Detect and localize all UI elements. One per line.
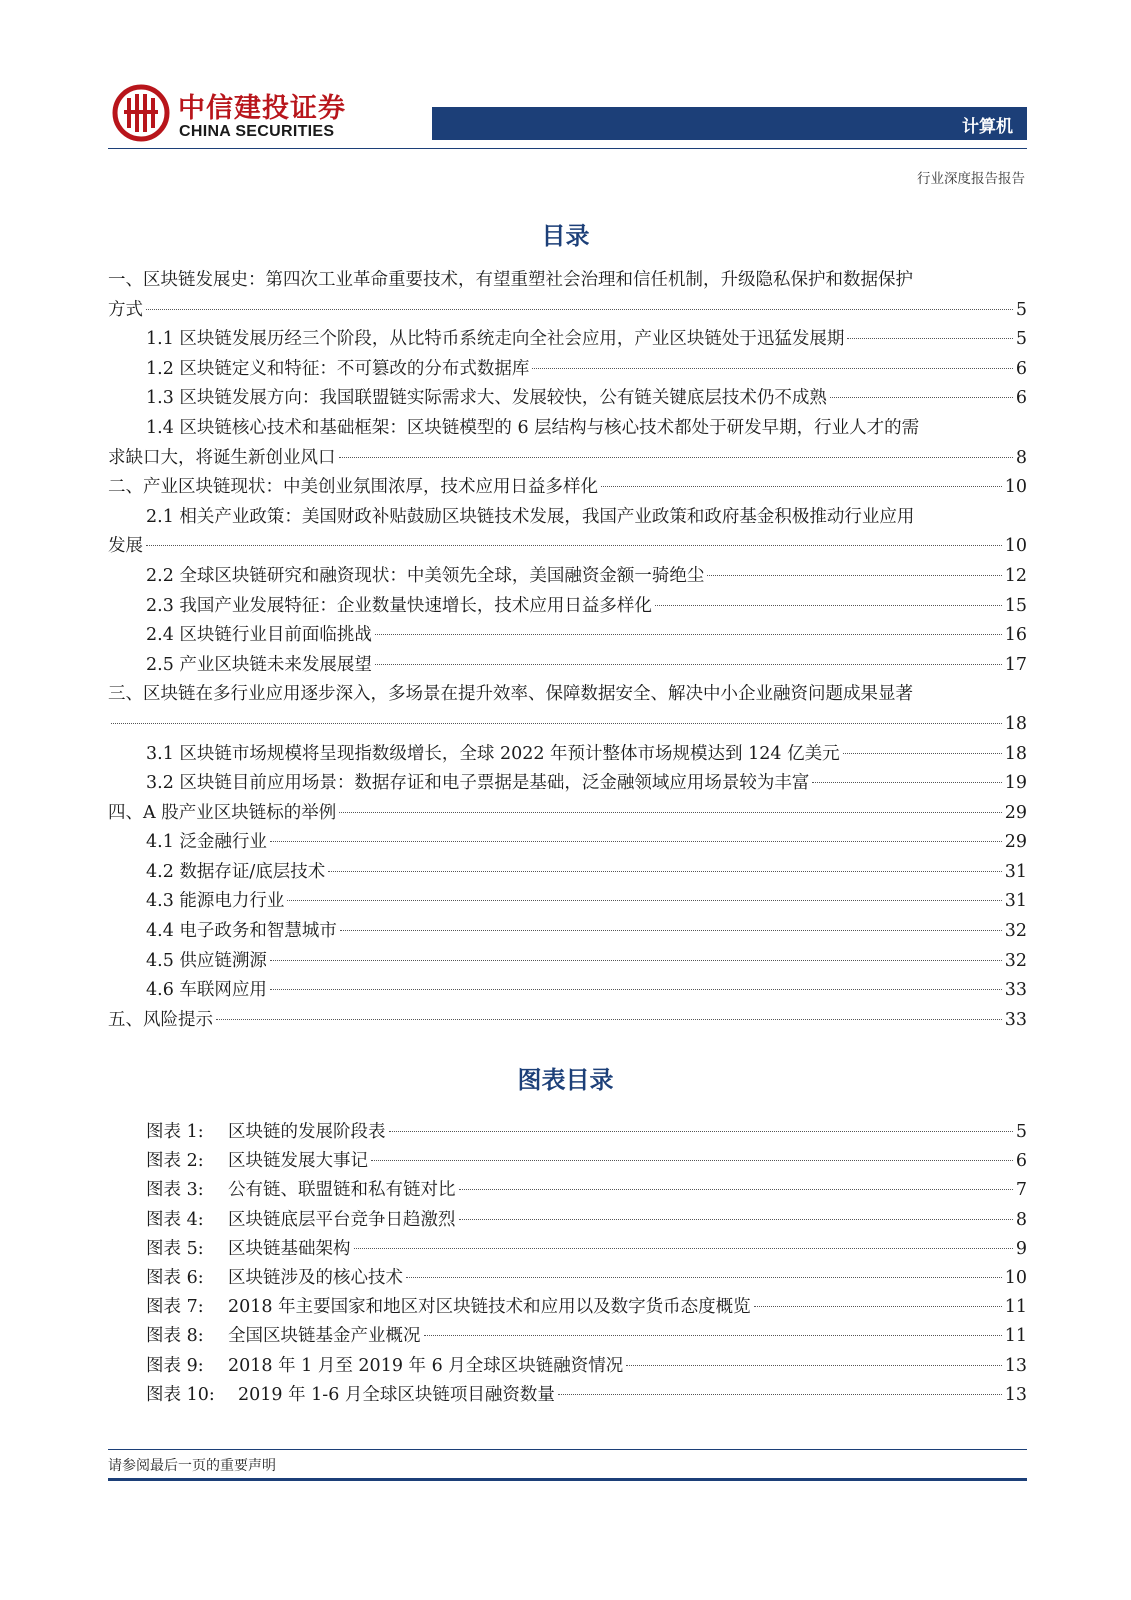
dot-leader xyxy=(558,1394,1002,1395)
toc-entry-text: 3.2 区块链目前应用场景：数据存证和电子票据是基础，泛金融领域应用场景较为丰富 xyxy=(146,773,810,794)
figure-entry[interactable] xyxy=(146,1381,1027,1410)
toc-entry-page: 15 xyxy=(1004,595,1027,616)
dot-leader xyxy=(270,841,1002,842)
toc-entry[interactable] xyxy=(108,532,1027,562)
toc-entry-page: 6 xyxy=(1015,358,1027,379)
figure-entry[interactable] xyxy=(146,1264,1027,1293)
dot-leader xyxy=(459,1189,1013,1190)
department-label: 计算机 xyxy=(962,117,1013,137)
dot-leader xyxy=(375,664,1002,665)
dot-leader xyxy=(354,1248,1013,1249)
footer-divider-thick xyxy=(108,1478,1027,1481)
dot-leader xyxy=(339,457,1013,458)
toc-entry[interactable] xyxy=(108,444,1027,474)
report-type: 行业深度报告报告 xyxy=(917,171,1025,187)
toc-entry[interactable] xyxy=(108,355,1027,385)
toc-entry-page: 31 xyxy=(1004,861,1027,882)
toc-entry-text: 二、产业区块链现状：中美创业氛围浓厚，技术应用日益多样化 xyxy=(108,477,598,498)
toc-entry-page: 32 xyxy=(1004,950,1027,971)
toc-entry-page: 29 xyxy=(1004,832,1027,853)
dot-leader xyxy=(847,338,1012,339)
dot-leader xyxy=(424,1335,1002,1336)
logo-emblem-icon xyxy=(112,84,170,142)
dot-leader xyxy=(270,960,1002,961)
toc-entry-text: 求缺口大，将诞生新创业风口 xyxy=(108,447,336,468)
figure-page: 11 xyxy=(1004,1297,1027,1318)
toc-entry-page: 5 xyxy=(1015,329,1027,350)
dot-leader xyxy=(532,368,1012,369)
toc-entry-text: 1.3 区块链发展方向：我国联盟链实际需求大、发展较快，公有链关键底层技术仍不成熟 xyxy=(146,388,827,409)
figure-text: 区块链底层平台竞争日趋激烈 xyxy=(228,1209,456,1230)
toc-entry-text: 四、A 股产业区块链标的举例 xyxy=(108,802,337,823)
toc-entry-page: 33 xyxy=(1004,980,1027,1001)
dot-leader xyxy=(371,1160,1013,1161)
figure-text: 区块链的发展阶段表 xyxy=(228,1122,386,1142)
toc-entry-text: 五、风险提示 xyxy=(108,1009,213,1030)
dot-leader xyxy=(812,782,1001,783)
toc-entry-line1: 一、区块链发展史：第四次工业革命重要技术，有望重塑社会治理和信任机制，升级隐私保护和数据保护 xyxy=(108,270,913,290)
company-logo xyxy=(112,84,362,144)
toc-entry-page: 5 xyxy=(1015,299,1027,320)
toc-entry-text: 4.6 车联网应用 xyxy=(146,980,267,1001)
dot-leader xyxy=(601,486,1002,487)
toc-entry-page: 18 xyxy=(1004,713,1027,734)
figure-page: 11 xyxy=(1004,1326,1027,1347)
toc-entry-text: 4.4 电子政务和智慧城市 xyxy=(146,921,337,942)
figure-text: 区块链涉及的核心技术 xyxy=(228,1268,403,1289)
toc-entry[interactable] xyxy=(108,769,1027,799)
toc-entry-page: 10 xyxy=(1004,536,1027,557)
toc-entry-page: 18 xyxy=(1004,743,1027,764)
dot-leader xyxy=(216,1019,1002,1020)
toc-entry-page: 29 xyxy=(1004,802,1027,823)
figure-page: 9 xyxy=(1015,1238,1027,1259)
figures-list xyxy=(146,1118,1027,1410)
figure-text: 公有链、联盟链和私有链对比 xyxy=(228,1180,456,1201)
figure-entry[interactable] xyxy=(146,1147,1027,1176)
toc-entry-page: 31 xyxy=(1004,891,1027,912)
dot-leader xyxy=(270,989,1002,990)
toc-entry[interactable] xyxy=(108,887,1027,917)
figure-label: 图表 9: xyxy=(146,1355,204,1376)
footer-divider xyxy=(108,1449,1027,1450)
figure-label: 图表 8: xyxy=(146,1326,204,1347)
figures-toc-title: 图表目录 xyxy=(517,1066,614,1094)
brand-name-en: CHINA SECURITIES xyxy=(179,123,335,140)
header-divider xyxy=(108,148,1027,149)
dot-leader xyxy=(707,575,1001,576)
toc-entry[interactable] xyxy=(108,917,1027,947)
toc-entry-text: 2.3 我国产业发展特征：企业数量快速增长，技术应用日益多样化 xyxy=(146,595,652,616)
dot-leader xyxy=(830,397,1013,398)
toc-entry[interactable] xyxy=(108,976,1027,1006)
dot-leader xyxy=(406,1277,1002,1278)
dot-leader xyxy=(328,871,1001,872)
toc-entry-page: 16 xyxy=(1004,625,1027,646)
figure-page: 10 xyxy=(1004,1268,1027,1289)
figure-label: 图表 2: xyxy=(146,1151,204,1172)
figure-label: 图表 5: xyxy=(146,1238,204,1259)
toc-entry-text: 1.2 区块链定义和特征：不可篡改的分布式数据库 xyxy=(146,358,530,379)
figure-entry[interactable] xyxy=(146,1293,1027,1322)
toc-entry[interactable] xyxy=(108,384,1027,414)
figure-entry[interactable] xyxy=(146,1352,1027,1381)
dot-leader xyxy=(340,930,1002,931)
figure-page: 13 xyxy=(1004,1355,1027,1376)
toc-entry-page: 10 xyxy=(1004,477,1027,498)
figure-text: 2019 年 1-6 月全球区块链项目融资数量 xyxy=(238,1384,555,1405)
dot-leader xyxy=(754,1306,1002,1307)
figure-page: 6 xyxy=(1015,1151,1027,1172)
figure-text: 全国区块链基金产业概况 xyxy=(228,1326,421,1347)
toc-entry-page: 33 xyxy=(1004,1009,1027,1030)
figure-label: 图表 1: xyxy=(146,1122,204,1142)
toc-entry-text: 2.5 产业区块链未来发展展望 xyxy=(146,654,372,675)
figure-page: 7 xyxy=(1015,1180,1027,1201)
toc-entry-page: 19 xyxy=(1004,773,1027,794)
table-of-contents xyxy=(108,266,1027,1035)
toc-entry-page: 32 xyxy=(1004,921,1027,942)
figure-label: 图表 3: xyxy=(146,1180,204,1201)
figure-entry[interactable] xyxy=(146,1322,1027,1351)
dot-leader xyxy=(146,309,1013,310)
toc-entry-page: 12 xyxy=(1004,565,1027,586)
figure-entry[interactable] xyxy=(146,1206,1027,1235)
figure-label: 图表 10: xyxy=(146,1384,215,1405)
toc-entry[interactable] xyxy=(108,710,1027,740)
toc-entry[interactable] xyxy=(108,621,1027,651)
dot-leader xyxy=(655,605,1002,606)
dot-leader xyxy=(287,900,1001,901)
footer-notice: 请参阅最后一页的重要声明 xyxy=(108,1458,276,1474)
toc-entry-text: 2.2 全球区块链研究和融资现状：中美领先全球，美国融资金额一骑绝尘 xyxy=(146,565,705,586)
figure-page: 13 xyxy=(1004,1384,1027,1405)
figure-entry[interactable] xyxy=(146,1235,1027,1264)
toc-entry-line1: 三、区块链在多行业应用逐步深入，多场景在提升效率、保障数据安全、解决中小企业融资问题成果显著 xyxy=(108,684,913,705)
figure-text: 2018 年主要国家和地区对区块链技术和应用以及数字货币态度概览 xyxy=(228,1297,751,1318)
toc-entry[interactable] xyxy=(108,947,1027,977)
toc-entry-text: 1.1 区块链发展历经三个阶段，从比特币系统走向全社会应用，产业区块链处于迅猛发展期 xyxy=(146,329,845,350)
dot-leader xyxy=(339,812,1002,813)
toc-entry-page: 17 xyxy=(1004,654,1027,675)
toc-entry-text: 2.4 区块链行业目前面临挑战 xyxy=(146,625,372,646)
figure-label: 图表 7: xyxy=(146,1297,204,1318)
toc-entry-text: 3.1 区块链市场规模将呈现指数级增长，全球 2022 年预计整体市场规模达到 124 亿美元 xyxy=(146,743,840,764)
toc-entry[interactable] xyxy=(108,473,1027,503)
figure-page: 8 xyxy=(1015,1209,1027,1230)
figure-label: 图表 4: xyxy=(146,1209,204,1230)
toc-entry-text: 4.3 能源电力行业 xyxy=(146,891,285,912)
dot-leader xyxy=(843,753,1002,754)
figure-label: 图表 6: xyxy=(146,1268,204,1289)
toc-entry-text: 4.5 供应链溯源 xyxy=(146,950,267,971)
toc-entry[interactable] xyxy=(108,799,1027,829)
figure-text: 2018 年 1 月至 2019 年 6 月全球区块链融资情况 xyxy=(228,1355,624,1376)
figure-text: 区块链发展大事记 xyxy=(228,1151,368,1172)
figure-page: 5 xyxy=(1015,1122,1027,1142)
toc-entry[interactable] xyxy=(108,1006,1027,1036)
toc-title: 目录 xyxy=(541,222,590,250)
figure-entry[interactable] xyxy=(146,1176,1027,1205)
toc-entry[interactable] xyxy=(108,651,1027,681)
dot-leader xyxy=(626,1365,1001,1366)
toc-entry-text: 4.1 泛金融行业 xyxy=(146,832,267,853)
toc-entry[interactable] xyxy=(108,296,1027,326)
dot-leader xyxy=(111,723,1002,724)
toc-entry-text: 发展 xyxy=(108,536,143,557)
department-bar xyxy=(432,107,1027,140)
toc-entry[interactable] xyxy=(108,828,1027,858)
figure-text: 区块链基础架构 xyxy=(228,1238,351,1259)
toc-entry-text: 方式 xyxy=(108,299,143,320)
toc-entry-page: 6 xyxy=(1015,388,1027,409)
toc-entry[interactable] xyxy=(108,858,1027,888)
toc-entry-text: 4.2 数据存证/底层技术 xyxy=(146,861,326,882)
toc-entry[interactable] xyxy=(108,740,1027,770)
dot-leader xyxy=(459,1219,1013,1220)
toc-entry[interactable] xyxy=(108,592,1027,622)
toc-entry-line1: 1.4 区块链核心技术和基础框架：区块链模型的 6 层结构与核心技术都处于研发早期，行业人才的需 xyxy=(146,417,920,438)
toc-entry-page: 8 xyxy=(1015,447,1027,468)
brand-name-cn: 中信建投证券 xyxy=(178,93,346,124)
toc-entry-line1: 2.1 相关产业政策：美国财政补贴鼓励区块链技术发展，我国产业政策和政府基金积极推动行业应用 xyxy=(146,506,915,527)
toc-entry[interactable] xyxy=(108,562,1027,592)
dot-leader xyxy=(375,634,1002,635)
dot-leader xyxy=(146,545,1002,546)
dot-leader xyxy=(389,1131,1013,1132)
figure-entry[interactable] xyxy=(146,1118,1027,1147)
toc-entry[interactable] xyxy=(108,325,1027,355)
